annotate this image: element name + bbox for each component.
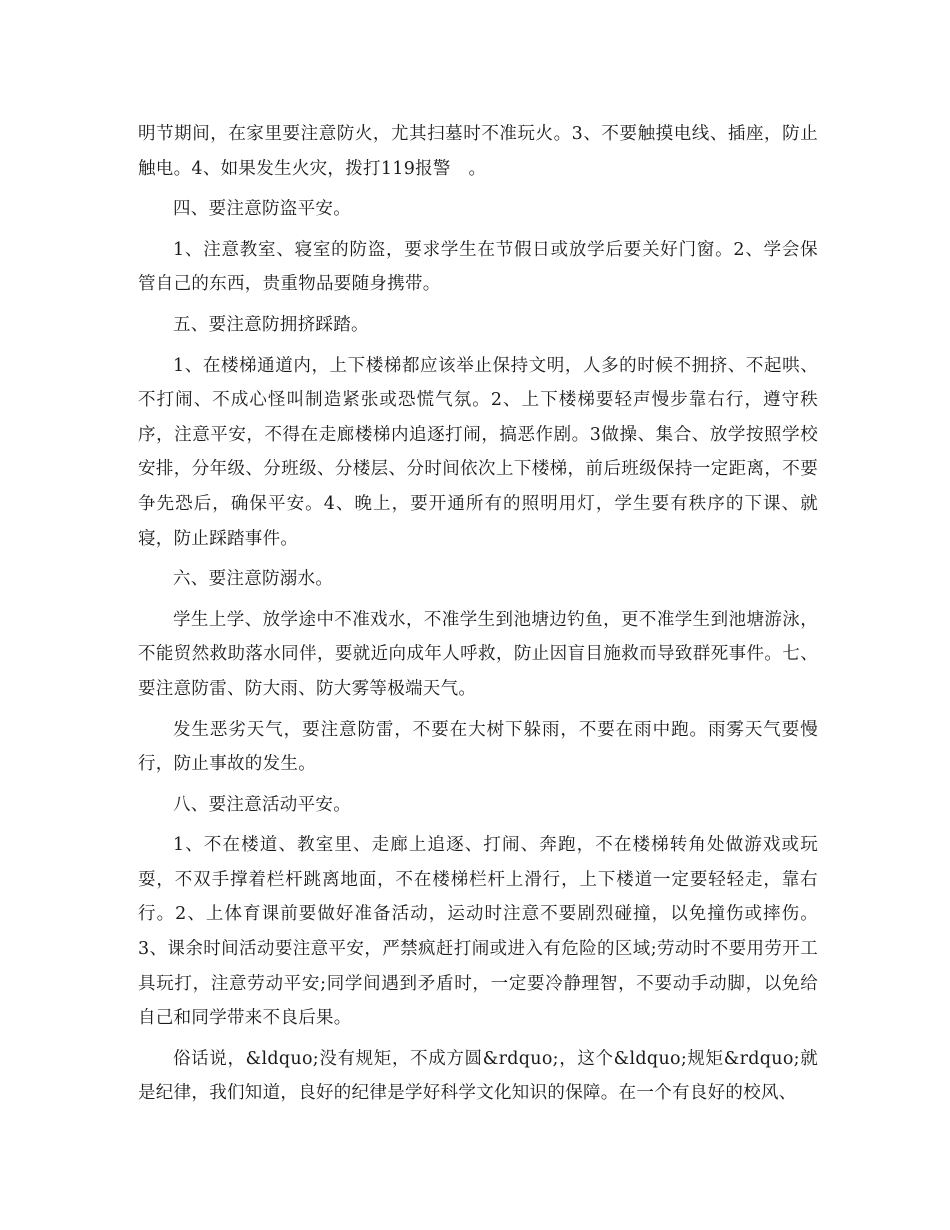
heading-theft-prevention: 四、要注意防盗平安。: [173, 199, 351, 220]
heading-crowd-stampede: 五、要注意防拥挤踩踏。: [173, 314, 369, 335]
paragraph-fire-safety-continued: 明节期间，在家里要注意防火，尤其扫墓时不准玩火。3、不要触摸电线、插座，防止触电。4、如果发生火灾，拨打119报警 。: [138, 124, 818, 179]
document-body: [138, 117, 818, 1117]
paragraph-discipline: 俗话说，&ldquo;没有规矩，不成方圆&rdquo;，这个&ldquo;规矩&rdquo;就是纪律，我们知道，良好的纪律是学好科学文化知识的保障。在一个有良好的校风、: [138, 1048, 818, 1104]
paragraph-drowning-prevention: 学生上学、放学途中不准戏水，不准学生到池塘边钓鱼，更不准学生到池塘游泳，不能贸然救助落水同伴，要就近向成年人呼救，防止因盲目施救而导致群死事件。七、要注意防雷、防大雨、防大雾等极端天气。: [138, 609, 818, 699]
paragraph-activity-safety: 1、不在楼道、教室里、走廊上追逐、打闹、奔跑，不在楼梯转角处做游戏或玩耍，不双手撑着栏杆跳离地面，不在楼梯栏杆上滑行，上下楼道一定要轻轻走，靠右行。2、上体育课前要做好准备活动，运动时注意不要剧烈碰撞，以免撞伤或摔伤。3、课余时间活动要注意平安，严禁疯赶打闹或进入有危险的区域;劳动时不要用劳开工具玩打，注意劳动平安;同学间遇到矛盾时，一定要冷静理智，不要动手动脚，以免给自己和同学带来不良后果。: [138, 835, 818, 1029]
paragraph-theft-prevention: 1、注意教室、寝室的防盗，要求学生在节假日或放学后要关好门窗。2、学会保管自己的东西，贵重物品要随身携带。: [138, 239, 818, 295]
paragraph-crowd-stampede: 1、在楼梯通道内，上下楼梯都应该举止保持文明，人多的时候不拥挤、不起哄、不打闹、不成心怪叫制造紧张或恐慌气氛。2、上下楼梯要轻声慢步靠右行，遵守秩序，注意平安，不得在走廊楼梯内追逐打闹，搞恶作剧。3做操、集合、放学按照学校安排，分年级、分班级、分楼层、分时间依次上下楼梯，前后班级保持一定距离，不要争先恐后，确保平安。4、晚上，要开通所有的照明用灯，学生要有秩序的下课、就寝，防止踩踏事件。: [138, 355, 818, 549]
paragraph-extreme-weather: 发生恶劣天气，要注意防雷，不要在大树下躲雨，不要在雨中跑。雨雾天气要慢行，防止事故的发生。: [138, 719, 818, 775]
heading-drowning-prevention: 六、要注意防溺水。: [173, 569, 334, 590]
heading-activity-safety: 八、要注意活动平安。: [173, 794, 351, 815]
